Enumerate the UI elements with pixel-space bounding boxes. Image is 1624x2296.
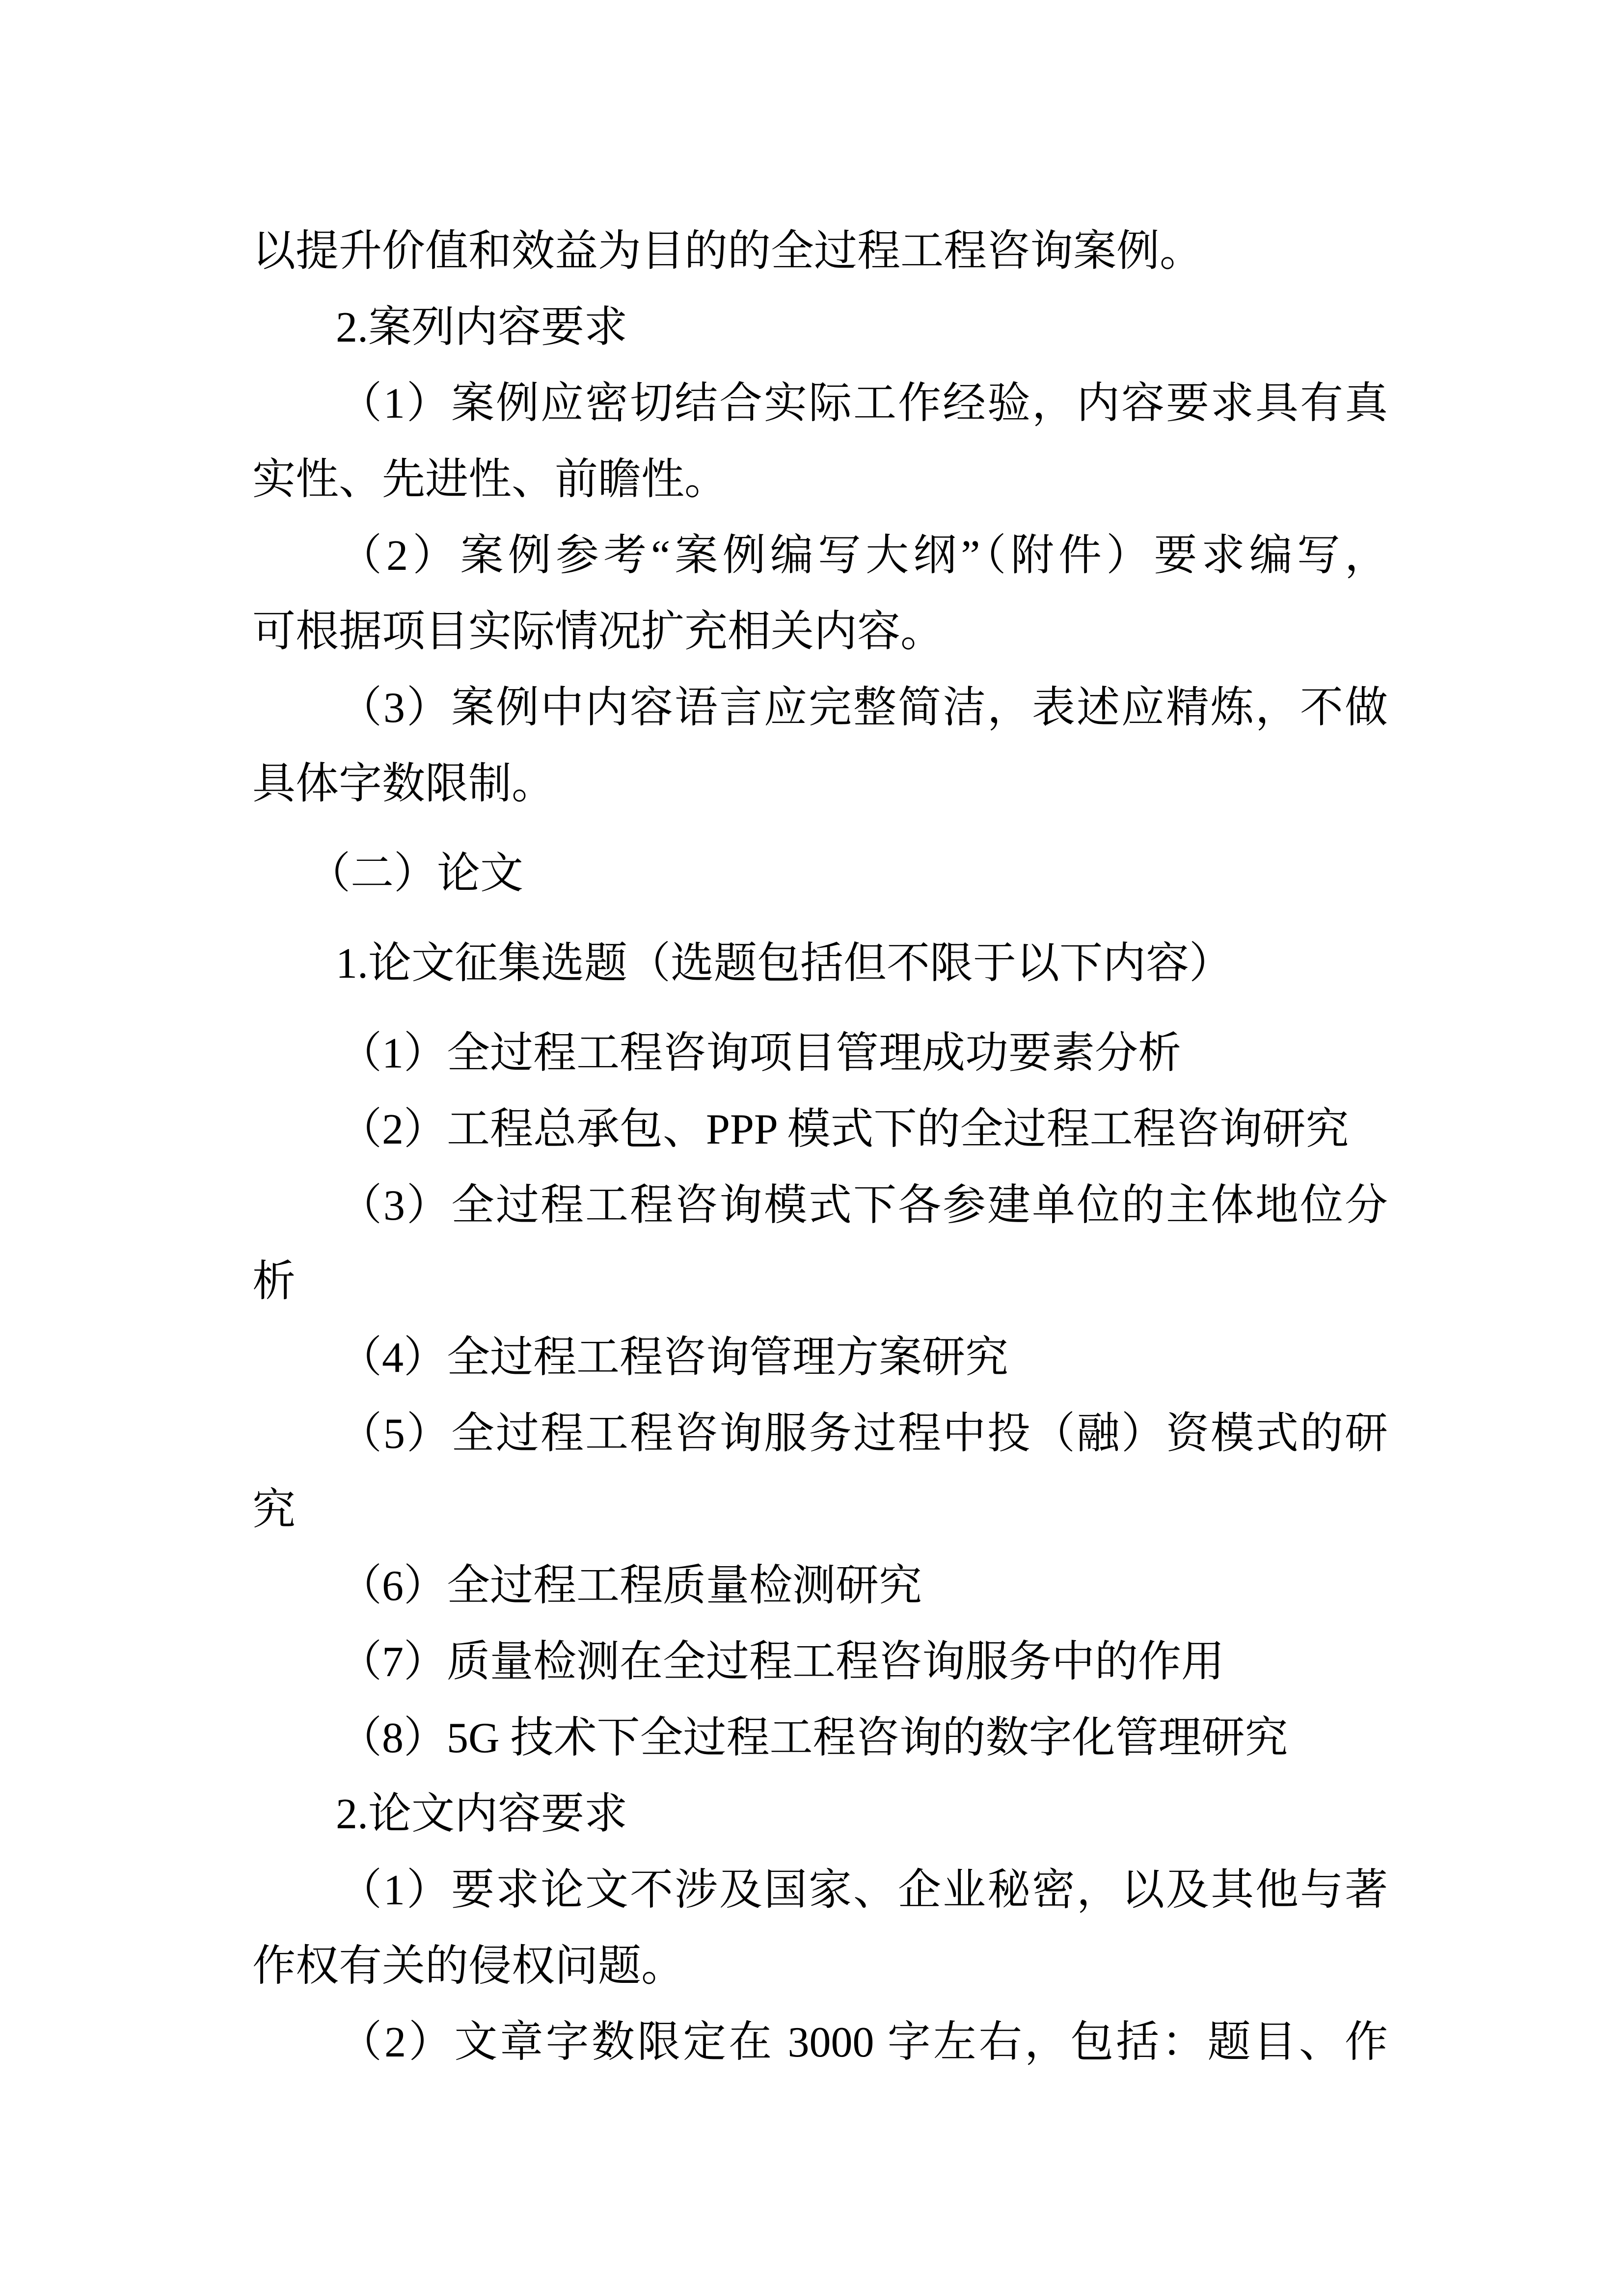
text-line: （8）5G 技术下全过程工程咨询的数字化管理研究: [339, 1714, 1288, 1762]
text-line: （二）论文: [307, 850, 524, 898]
text-line: 作权有关的侵权问题。: [252, 1943, 685, 1990]
text-line: 以提升价值和效益为目的的全过程工程咨询案例。: [252, 228, 1203, 275]
text-line: （6）全过程工程质量检测研究: [339, 1562, 922, 1610]
text-line: 具体字数限制。: [252, 760, 555, 808]
text-block: [252, 214, 1388, 2081]
text-line: （7）质量检测在全过程工程咨询服务中的作用: [339, 1638, 1225, 1686]
text-line: 1.论文征集选题（选题包括但不限于以下内容）: [336, 940, 1233, 988]
text-line: （1）案例应密切结合实际工作经验，内容要求具有真: [339, 380, 1388, 427]
text-line: 究: [252, 1486, 296, 1534]
text-line: 实性、先进性、前瞻性。: [252, 456, 728, 504]
text-line: （4）全过程工程咨询管理方案研究: [339, 1334, 1009, 1382]
text-line: （3）案例中内容语言应完整简洁，表述应精炼，不做: [339, 684, 1388, 732]
text-line: （2）工程总承包、PPP 模式下的全过程工程咨询研究: [339, 1106, 1349, 1153]
text-line: （2）文章字数限定在 3000 字左右，包括：题目、作: [339, 2019, 1388, 2066]
text-line: （5）全过程工程咨询服务过程中投（融）资模式的研: [339, 1410, 1388, 1458]
text-line: （1）要求论文不涉及国家、企业秘密，以及其他与著: [339, 1867, 1388, 1914]
text-line: （2）案例参考“案例编写大纲”（附件）要求编写，: [339, 532, 1388, 580]
text-line: 2.论文内容要求: [336, 1790, 628, 1838]
text-line: 析: [252, 1258, 296, 1306]
text-line: （1）全过程工程咨询项目管理成功要素分析: [339, 1030, 1182, 1077]
text-line: （3）全过程工程咨询模式下各参建单位的主体地位分: [339, 1182, 1388, 1229]
text-line: 可根据项目实际情况扩充相关内容。: [252, 608, 944, 656]
text-line: 2.案列内容要求: [336, 304, 628, 351]
